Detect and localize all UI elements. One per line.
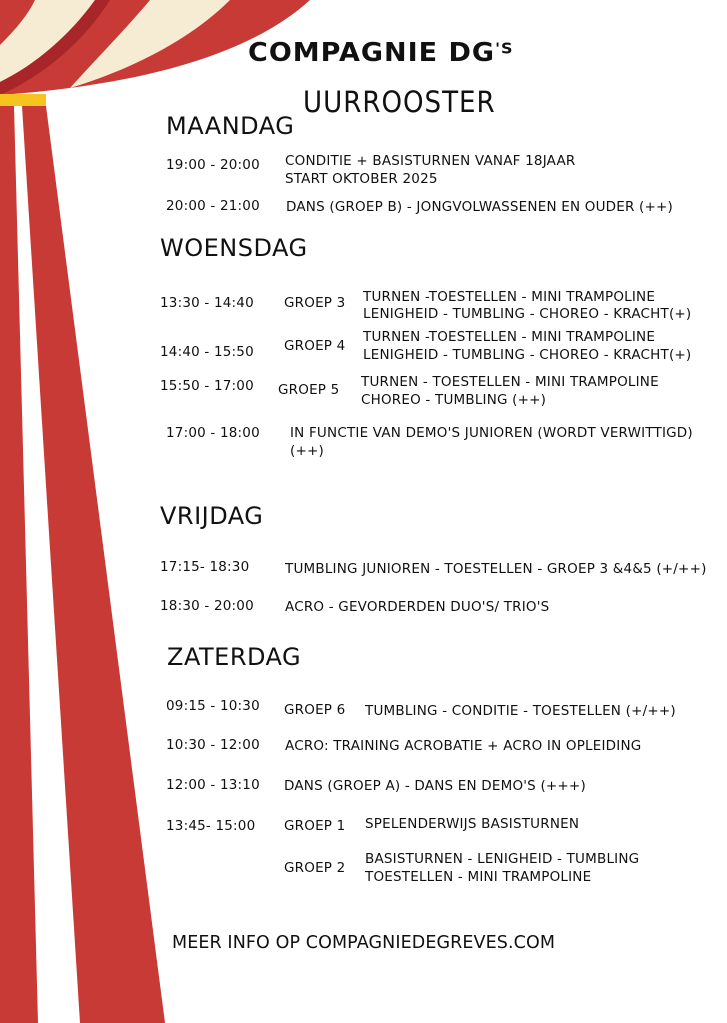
schedule-activity: TUMBLING - CONDITIE - TOESTELLEN (+/++) [365, 703, 676, 719]
schedule-time: 10:30 - 12:00 [166, 737, 260, 753]
day-heading-zaterdag: ZATERDAG [167, 643, 302, 671]
schedule-activity: TURNEN -TOESTELLEN - MINI TRAMPOLINE [363, 329, 656, 345]
schedule-group: GROEP 5 [278, 382, 340, 398]
schedule-activity: LENIGHEID - TUMBLING - CHOREO - KRACHT(+) [363, 306, 692, 322]
schedule-group: GROEP 3 [284, 295, 346, 311]
schedule-group: GROEP 1 [284, 818, 346, 834]
schedule-activity: (++) [290, 443, 324, 459]
schedule-time: 13:45- 15:00 [166, 818, 256, 834]
schedule-activity: IN FUNCTIE VAN DEMO'S JUNIOREN (WORDT VERWITTIGD) [290, 425, 693, 441]
page-title: COMPAGNIE $DG^{'S}$ [248, 38, 514, 68]
schedule-activity: CHOREO - TUMBLING (++) [361, 392, 547, 408]
schedule-activity: BASISTURNEN - LENIGHEID - TUMBLING [365, 851, 640, 867]
schedule-activity: LENIGHEID - TUMBLING - CHOREO - KRACHT(+) [363, 347, 692, 363]
schedule-group: GROEP 6 [284, 702, 346, 718]
schedule-activity: TUMBLING JUNIOREN - TOESTELLEN - GROEP 3 &4&5 (+/++) [285, 561, 707, 577]
schedule-activity: ACRO: TRAINING ACROBATIE + ACRO IN OPLEIDING [285, 738, 642, 754]
schedule-activity: TOESTELLEN - MINI TRAMPOLINE [365, 869, 592, 885]
schedule-activity: DANS (GROEP A) - DANS EN DEMO'S (+++) [284, 778, 586, 794]
day-heading-maandag: MAANDAG [166, 112, 295, 140]
schedule-activity: DANS (GROEP B) - JONGVOLWASSENEN EN OUDER (++) [286, 199, 674, 215]
gold-trim [0, 94, 46, 106]
schedule-time: 18:30 - 20:00 [160, 598, 254, 614]
schedule-time: 15:50 - 17:00 [160, 378, 254, 394]
schedule-activity: SPELENDERWIJS BASISTURNEN [365, 816, 580, 832]
schedule-activity: TURNEN -TOESTELLEN - MINI TRAMPOLINE [363, 289, 656, 305]
schedule-time: 20:00 - 21:00 [166, 198, 260, 214]
schedule-time: 12:00 - 13:10 [166, 777, 260, 793]
page-subtitle: UURROOSTER [303, 85, 496, 119]
schedule-time: 13:30 - 14:40 [160, 295, 254, 311]
schedule-activity: START OKTOBER 2025 [285, 171, 438, 187]
schedule-time: 14:40 - 15:50 [160, 344, 254, 360]
curtain-pole-right [22, 106, 165, 1023]
schedule-activity: CONDITIE + BASISTURNEN VANAF 18JAAR [285, 153, 576, 169]
schedule-activity: ACRO - GEVORDERDEN DUO'S/ TRIO'S [285, 599, 550, 615]
schedule-time: 17:15- 18:30 [160, 559, 250, 575]
title-suffix: 'S [495, 39, 514, 58]
schedule-group: GROEP 4 [284, 338, 346, 354]
schedule-activity: TURNEN - TOESTELLEN - MINI TRAMPOLINE [361, 374, 659, 390]
day-heading-woensdag: WOENSDAG [160, 234, 308, 262]
schedule-group: GROEP 2 [284, 860, 346, 876]
schedule-time: 09:15 - 10:30 [166, 698, 260, 714]
day-heading-vrijdag: VRIJDAG [160, 502, 264, 530]
schedule-time: 19:00 - 20:00 [166, 157, 260, 173]
footer-info-link[interactable]: MEER INFO OP COMPAGNIEDEGREVES.COM [172, 933, 556, 953]
schedule-time: 17:00 - 18:00 [166, 425, 260, 441]
